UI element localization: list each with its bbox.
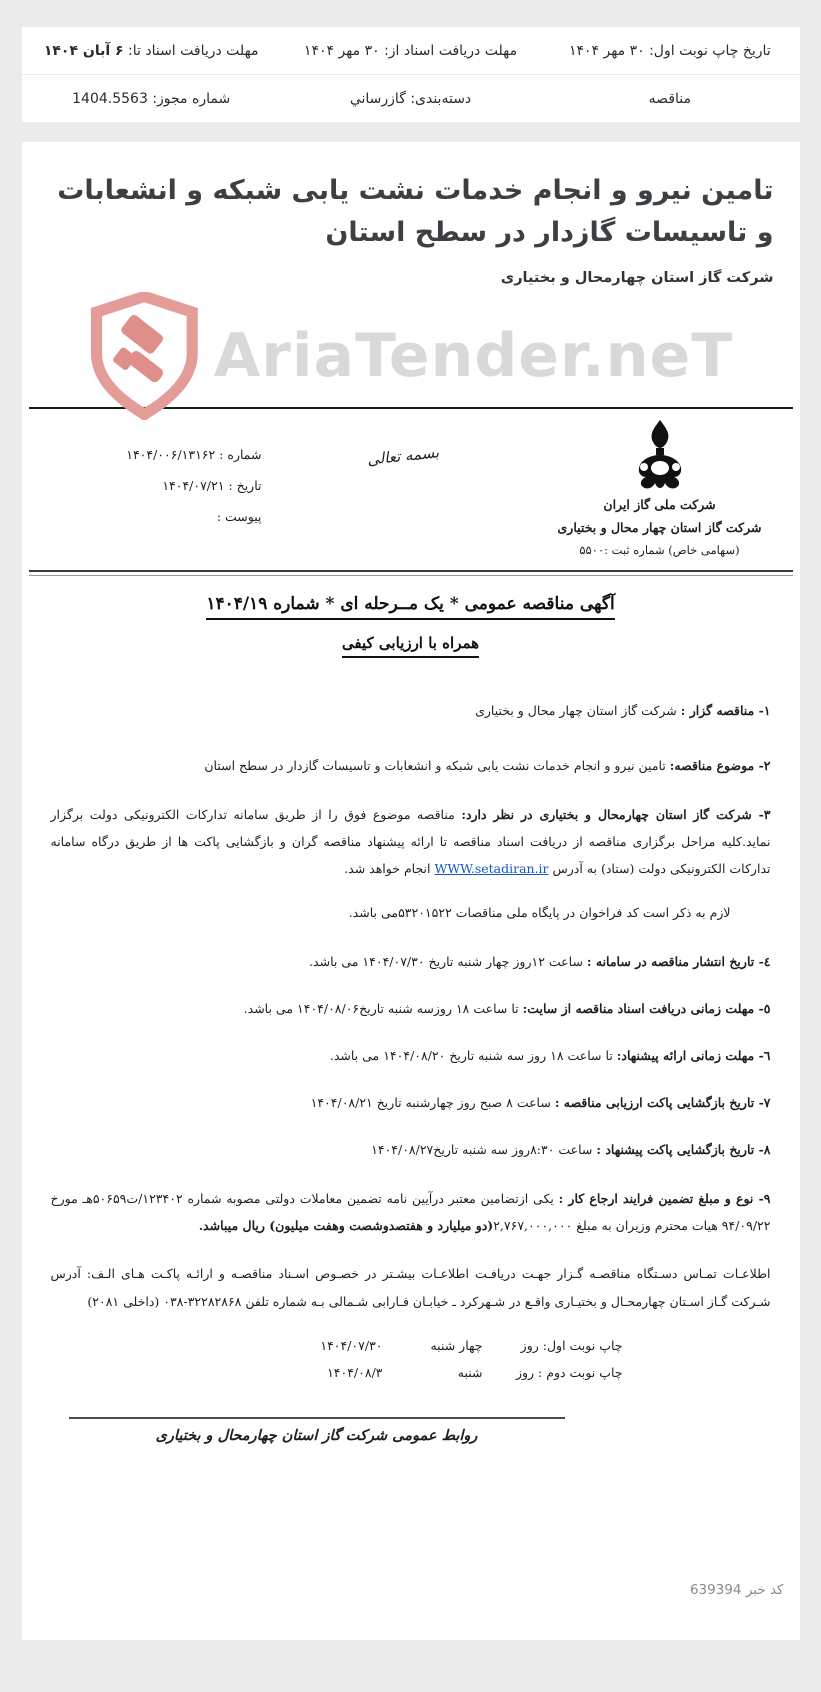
shield-gavel-icon bbox=[88, 292, 200, 420]
page-title: تامین نیرو و انجام خدمات نشت یابی شبکه و انشعابات و تاسیسات گازدار در سطح استان bbox=[57, 175, 774, 248]
clause-5-docs-deadline: ٥- مهلت زمانی دریافت اسناد مناقصه از سایت: تا ساعت ۱۸ روزسه شنبه تاریخ۱۴۰۴/۰۸/۰۶ می باشد. bbox=[243, 1001, 771, 1017]
tender-detail-card bbox=[22, 142, 800, 1640]
license-number bbox=[22, 91, 281, 107]
scanned-letter bbox=[29, 407, 793, 1444]
letterhead-org-line3: (سهامی خاص) شماره ثبت :۵۵۰۰ bbox=[579, 543, 740, 558]
docs-receive-until-value: ۶ آبان ۱۴۰۴ bbox=[43, 42, 124, 59]
setadiran-link[interactable]: WWW.setadiran.ir bbox=[434, 860, 549, 876]
tender-category bbox=[281, 91, 540, 107]
letter-attachment-line bbox=[47, 501, 262, 532]
docs-receive-from-label: مهلت دریافت اسناد از: bbox=[384, 42, 518, 59]
news-code bbox=[690, 1582, 784, 1598]
news-code-value: 639394 bbox=[689, 1582, 742, 1598]
letter-number-line bbox=[47, 439, 262, 470]
letter-number-label: شماره : bbox=[219, 446, 262, 462]
info-bar-row-dates bbox=[22, 27, 800, 74]
tender-clauses bbox=[29, 698, 793, 1240]
first-print-date bbox=[540, 43, 799, 59]
info-bar-row-meta bbox=[22, 74, 800, 122]
letterhead-bismillah-block bbox=[262, 419, 545, 469]
letterhead-divider bbox=[29, 570, 793, 576]
letterhead-reference-block bbox=[47, 419, 262, 533]
license-number-value: 1404.5563 bbox=[72, 90, 148, 107]
clause-6-offer-deadline: ٦- مهلت زمانی ارائه پیشنهاد: تا ساعت ۱۸ روز سه شنبه تاریخ ۱۴۰۴/۰۸/۲۰ می باشد. bbox=[329, 1048, 771, 1064]
clause-4-publish-date: ٤- تاریخ انتشار مناقصه در سامانه : ساعت ۱۲روز چهار شنبه تاریخ ۱۴۰۴/۰۷/۳۰ می باشد. bbox=[309, 954, 771, 970]
docs-receive-until bbox=[22, 43, 281, 59]
bismillah-calligraphy: بسمه تعالی bbox=[366, 442, 440, 469]
letter-date-value: ۱۴۰۴/۰۷/۲۱ bbox=[162, 477, 225, 493]
first-print-date-value: ۳۰ مهر ۱۴۰۴ bbox=[568, 42, 645, 59]
call-code-note: لازم به ذکر است کد فراخوان در پایگاه ملی مناقصات ۵۳۲۰۱۵۲۲می باشد. bbox=[348, 905, 731, 921]
first-print-date-label: تاریخ چاپ نوبت اول: bbox=[649, 42, 771, 59]
letterhead-company-block bbox=[545, 419, 775, 562]
tender-company-subtitle: شرکت گاز استان چهارمحال و بختیاری bbox=[500, 269, 774, 286]
tender-info-bar bbox=[22, 27, 800, 122]
clause-9-guarantee: ۹- نوع و مبلغ تضمین فرایند ارجاع کار : یکی ازتضامین معتبر درآیین نامه تضمین معاملات دولتی مصوبه شماره ۱۲۳۴۰۲/ت۵۰۶۵۹هـ مورخ ۹۴/۰۹/۲۲ هیات محترم وزیران به مبلغ ۲,۷۶۷,۰۰۰,۰۰۰(دو میلیارد و هفتصدوشصت وهفت میلیون) ریال میباشد. bbox=[50, 1190, 771, 1233]
news-code-label: کد خبر bbox=[745, 1582, 784, 1598]
clause-7-evaluation-opening: ۷- تاریخ بازگشایی پاکت ارزیابی مناقصه : ساعت ۸ صبح روز چهارشنبه تاریخ ۱۴۰۴/۰۸/۲۱ bbox=[310, 1095, 771, 1111]
contact-paragraph: اطلاعـات تمـاس دسـتگاه مناقصـه گـزار جهـت دریافـت اطلاعـات بیشـتر در خصـوص اسـناد مناقصـه و ارائـه پاکـت هـای الـف: آدرس شـرکت گـاز اسـتان چهارمحـال و بختیـاری واقـع در شـهرکرد ـ خیابـان فـارابی شـمالی بـه شماره تلفن ۳۲۲۸۲۸۶۸-۰۳۸ (داخلی ۲۰۸۱) bbox=[50, 1265, 771, 1309]
ariatender-watermark bbox=[88, 292, 733, 420]
watermark-text: AriaTender.neT bbox=[213, 321, 734, 391]
print-first-line: چاپ نوبت اول: روز چهار شنبه ۱۴۰۴/۰۷/۳۰ bbox=[320, 1337, 623, 1353]
public-relations-signature bbox=[69, 1417, 565, 1444]
nigc-flame-logo bbox=[545, 419, 775, 493]
letterhead bbox=[29, 409, 793, 562]
license-number-label: شماره مجوز: bbox=[152, 90, 231, 107]
clause-3-setad-process: ۳- شرکت گاز استان چهارمحال و بختیاری در نظر دارد: مناقصه موضوع فوق را از طریق سامانه تدارکات الکترونیکی دولت برگزار نماید.کلیه مراحل برگزاری مناقصه از دریافت اسناد مناقصه تا ارائه پیشنهاد مناقصه گران و بازگشایی پاکت ها از طریق درگاه سامانه تدارکات الکترونیکی دولت (ستاد) به آدرس WWW.setadiran.ir انجام خواهد شد. bbox=[50, 806, 771, 876]
letterhead-org-line2: شرکت گاز استان چهار محال و بختیاری bbox=[557, 520, 762, 536]
tender-type-badge: مناقصه bbox=[648, 90, 691, 107]
letterhead-org-line1: شرکت ملی گاز ایران bbox=[603, 496, 716, 512]
signature-text: روابط عمومی شرکت گاز استان چهارمحال و بختیاری bbox=[155, 1426, 478, 1444]
tender-category-label: دسته‌بندی: bbox=[410, 90, 472, 107]
docs-receive-from-value: ۳۰ مهر ۱۴۰۴ bbox=[303, 42, 380, 59]
print-second-line: چاپ نوبت دوم : روز شنبه ۱۴۰۴/۰۸/۳ bbox=[327, 1365, 623, 1381]
clause-8-offer-opening: ۸- تاریخ بازگشایی پاکت پیشنهاد : ساعت ۸:۳۰روز سه شنبه تاریخ۱۴۰۴/۰۸/۲۷ bbox=[371, 1141, 771, 1157]
letter-attachment-label: پیوست : bbox=[216, 509, 262, 525]
clause-2-subject: ۲- موضوع مناقصه: تامین نیرو و انجام خدمات نشت یابی شبکه و انشعابات و تاسیسات گازدار در سطح استان bbox=[204, 757, 771, 773]
print-dates-block bbox=[29, 1332, 623, 1387]
letter-number-value: ۱۴۰۴/۰۰۶/۱۳۱۶۲ bbox=[126, 446, 216, 462]
docs-receive-from bbox=[281, 43, 540, 59]
letter-date-line bbox=[47, 470, 262, 501]
docs-receive-until-label: مهلت دریافت اسناد تا: bbox=[128, 42, 259, 59]
tender-category-value: گازرساني bbox=[349, 90, 406, 107]
letter-heading-sub: همراه با ارزیابی کیفی bbox=[29, 634, 793, 652]
clause-1-tenderer: ۱- مناقصه گزار : شرکت گاز استان چهار محال و بختیاری bbox=[475, 703, 771, 719]
letter-heading-main: آگهی مناقصه عمومی * یک مــرحله ای * شماره ۱۴۰۴/۱۹ bbox=[29, 594, 793, 614]
letter-date-label: تاریخ : bbox=[228, 477, 262, 493]
